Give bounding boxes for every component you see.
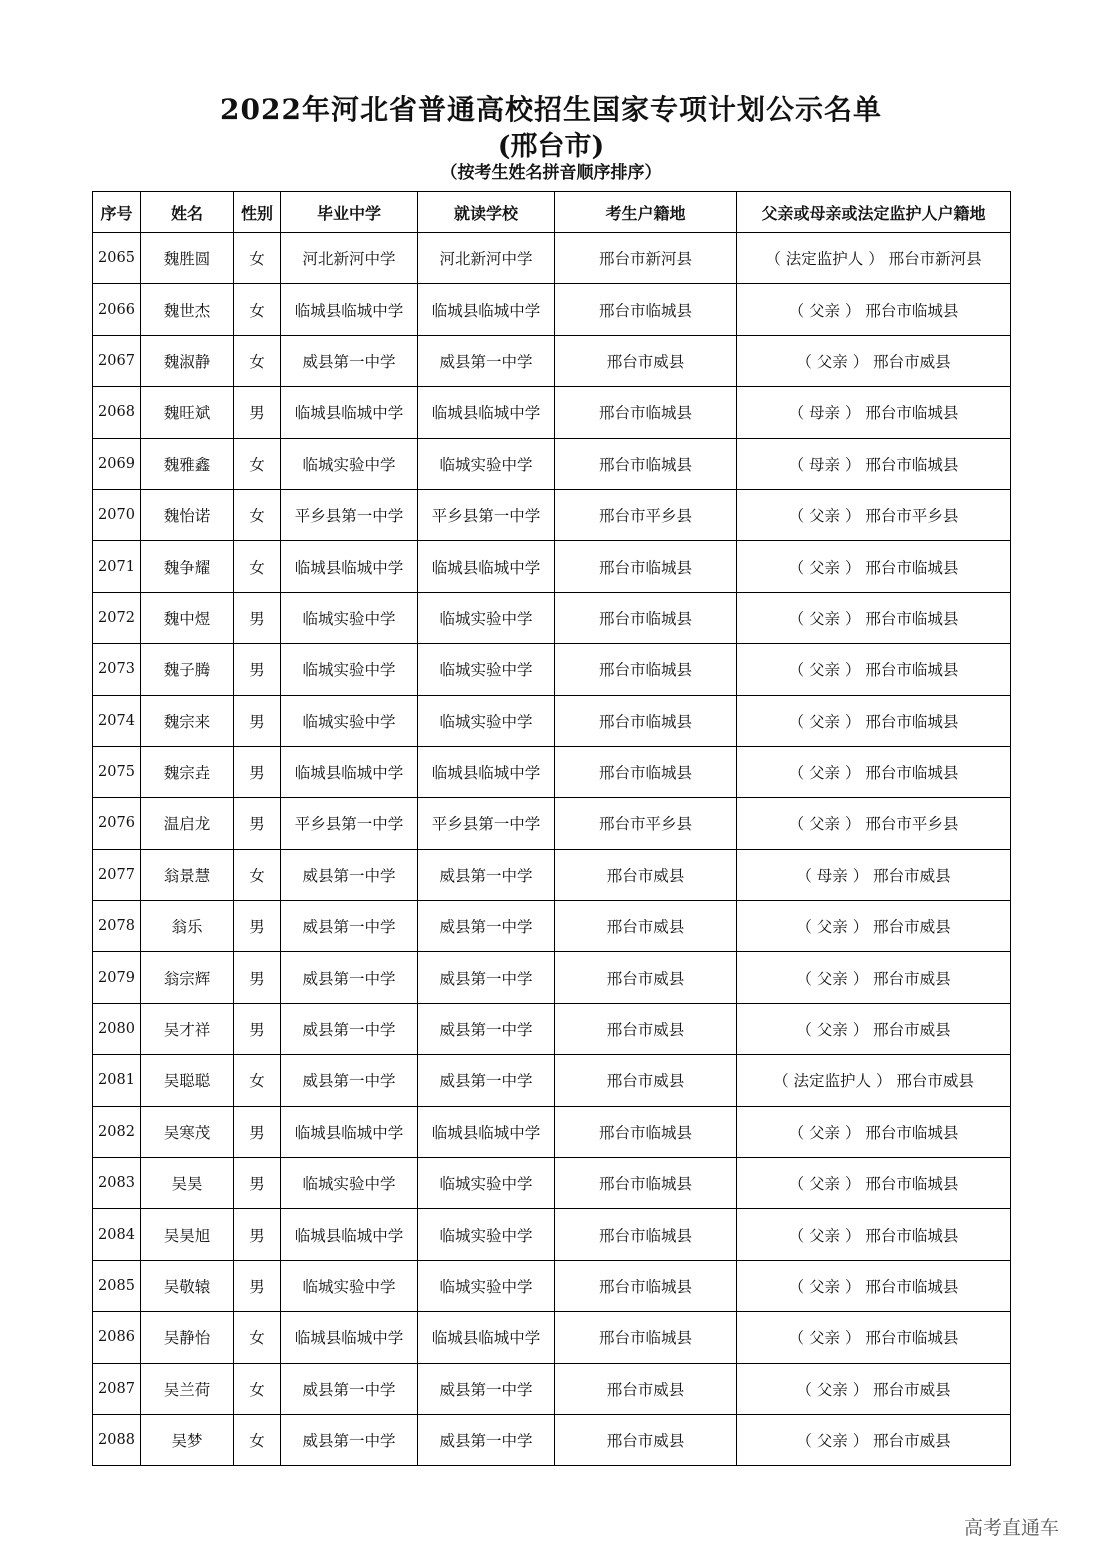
cell-current-school: 威县第一中学 xyxy=(418,901,555,952)
cell-current-school: 临城实验中学 xyxy=(418,1209,555,1260)
cell-guardian-hukou: （ 母亲 ） 邢台市临城县 xyxy=(737,438,1011,489)
cell-current-school: 威县第一中学 xyxy=(418,1055,555,1106)
cell-gender: 女 xyxy=(234,284,281,335)
cell-graduation-school: 威县第一中学 xyxy=(281,901,418,952)
cell-student-hukou: 邢台市临城县 xyxy=(555,541,737,592)
cell-student-hukou: 邢台市临城县 xyxy=(555,1209,737,1260)
cell-graduation-school: 威县第一中学 xyxy=(281,849,418,900)
cell-guardian-hukou: （ 父亲 ） 邢台市威县 xyxy=(737,901,1011,952)
cell-gender: 女 xyxy=(234,541,281,592)
cell-name: 吴静怡 xyxy=(141,1312,234,1363)
cell-current-school: 威县第一中学 xyxy=(418,1363,555,1414)
cell-guardian-hukou: （ 父亲 ） 邢台市临城县 xyxy=(737,746,1011,797)
cell-student-hukou: 邢台市临城县 xyxy=(555,284,737,335)
cell-current-school: 威县第一中学 xyxy=(418,849,555,900)
cell-gender: 男 xyxy=(234,952,281,1003)
cell-guardian-hukou: （ 父亲 ） 邢台市威县 xyxy=(737,335,1011,386)
cell-guardian-hukou: （ 母亲 ） 邢台市威县 xyxy=(737,849,1011,900)
cell-current-school: 临城实验中学 xyxy=(418,592,555,643)
cell-student-hukou: 邢台市平乡县 xyxy=(555,489,737,540)
cell-name: 魏胜圆 xyxy=(141,233,234,284)
watermark: 高考直通车 xyxy=(964,1517,1060,1539)
cell-name: 翁宗辉 xyxy=(141,952,234,1003)
cell-guardian-hukou: （ 父亲 ） 邢台市威县 xyxy=(737,1363,1011,1414)
table-row xyxy=(93,798,1011,849)
cell-current-school: 临城县临城中学 xyxy=(418,387,555,438)
table-row xyxy=(93,438,1011,489)
cell-gender: 男 xyxy=(234,644,281,695)
cell-name: 翁景慧 xyxy=(141,849,234,900)
sort-note: （按考生姓名拼音顺序排序） xyxy=(440,163,662,183)
table-row xyxy=(93,1055,1011,1106)
table-row xyxy=(93,901,1011,952)
cell-current-school: 临城实验中学 xyxy=(418,1158,555,1209)
cell-guardian-hukou: （ 母亲 ） 邢台市临城县 xyxy=(737,387,1011,438)
cell-name: 吴昊旭 xyxy=(141,1209,234,1260)
cell-student-hukou: 邢台市威县 xyxy=(555,1055,737,1106)
table-row xyxy=(93,592,1011,643)
table-body xyxy=(93,233,1011,1466)
cell-seq: 2075 xyxy=(93,746,141,797)
cell-name: 吴昊 xyxy=(141,1158,234,1209)
cell-name: 吴聪聪 xyxy=(141,1055,234,1106)
cell-current-school: 平乡县第一中学 xyxy=(418,489,555,540)
cell-seq: 2082 xyxy=(93,1106,141,1157)
cell-gender: 女 xyxy=(234,438,281,489)
cell-current-school: 临城县临城中学 xyxy=(418,1106,555,1157)
cell-guardian-hukou: （ 父亲 ） 邢台市临城县 xyxy=(737,592,1011,643)
cell-seq: 2081 xyxy=(93,1055,141,1106)
cell-name: 魏宗垚 xyxy=(141,746,234,797)
cell-graduation-school: 威县第一中学 xyxy=(281,1363,418,1414)
table-row xyxy=(93,644,1011,695)
table-row xyxy=(93,335,1011,386)
cell-seq: 2087 xyxy=(93,1363,141,1414)
cell-gender: 女 xyxy=(234,1312,281,1363)
cell-graduation-school: 临城县临城中学 xyxy=(281,284,418,335)
cell-gender: 女 xyxy=(234,849,281,900)
cell-seq: 2068 xyxy=(93,387,141,438)
table-row xyxy=(93,695,1011,746)
cell-gender: 女 xyxy=(234,335,281,386)
cell-name: 魏中煜 xyxy=(141,592,234,643)
cell-graduation-school: 临城实验中学 xyxy=(281,695,418,746)
cell-guardian-hukou: （ 法定监护人 ） 邢台市新河县 xyxy=(737,233,1011,284)
table-row xyxy=(93,541,1011,592)
cell-student-hukou: 邢台市威县 xyxy=(555,952,737,1003)
cell-current-school: 临城县临城中学 xyxy=(418,1312,555,1363)
cell-graduation-school: 临城县临城中学 xyxy=(281,541,418,592)
cell-current-school: 河北新河中学 xyxy=(418,233,555,284)
table-row xyxy=(93,952,1011,1003)
cell-name: 温启龙 xyxy=(141,798,234,849)
cell-guardian-hukou: （ 父亲 ） 邢台市临城县 xyxy=(737,644,1011,695)
cell-current-school: 临城县临城中学 xyxy=(418,746,555,797)
cell-guardian-hukou: （ 父亲 ） 邢台市威县 xyxy=(737,1414,1011,1465)
cell-gender: 女 xyxy=(234,1055,281,1106)
cell-guardian-hukou: （ 父亲 ） 邢台市临城县 xyxy=(737,1260,1011,1311)
cell-graduation-school: 平乡县第一中学 xyxy=(281,489,418,540)
cell-seq: 2083 xyxy=(93,1158,141,1209)
header-gender: 性别 xyxy=(234,192,281,233)
cell-guardian-hukou: （ 父亲 ） 邢台市临城县 xyxy=(737,1106,1011,1157)
cell-gender: 男 xyxy=(234,695,281,746)
cell-graduation-school: 威县第一中学 xyxy=(281,1003,418,1054)
cell-graduation-school: 临城县临城中学 xyxy=(281,1106,418,1157)
cell-current-school: 威县第一中学 xyxy=(418,1003,555,1054)
cell-guardian-hukou: （ 父亲 ） 邢台市威县 xyxy=(737,952,1011,1003)
header-seq: 序号 xyxy=(93,192,141,233)
cell-current-school: 威县第一中学 xyxy=(418,952,555,1003)
cell-guardian-hukou: （ 父亲 ） 邢台市平乡县 xyxy=(737,798,1011,849)
cell-seq: 2088 xyxy=(93,1414,141,1465)
cell-guardian-hukou: （ 法定监护人 ） 邢台市威县 xyxy=(737,1055,1011,1106)
cell-gender: 男 xyxy=(234,387,281,438)
table-row xyxy=(93,1106,1011,1157)
cell-current-school: 威县第一中学 xyxy=(418,335,555,386)
cell-gender: 男 xyxy=(234,1106,281,1157)
cell-name: 魏淑静 xyxy=(141,335,234,386)
header-name: 姓名 xyxy=(141,192,234,233)
cell-seq: 2065 xyxy=(93,233,141,284)
cell-guardian-hukou: （ 父亲 ） 邢台市临城县 xyxy=(737,1312,1011,1363)
cell-seq: 2067 xyxy=(93,335,141,386)
cell-seq: 2085 xyxy=(93,1260,141,1311)
cell-current-school: 临城实验中学 xyxy=(418,438,555,489)
header-current-school: 就读学校 xyxy=(418,192,555,233)
cell-seq: 2086 xyxy=(93,1312,141,1363)
cell-graduation-school: 临城县临城中学 xyxy=(281,746,418,797)
cell-student-hukou: 邢台市临城县 xyxy=(555,695,737,746)
table-row xyxy=(93,233,1011,284)
cell-gender: 女 xyxy=(234,489,281,540)
table-row xyxy=(93,387,1011,438)
cell-gender: 女 xyxy=(234,1414,281,1465)
cell-student-hukou: 邢台市威县 xyxy=(555,335,737,386)
cell-guardian-hukou: （ 父亲 ） 邢台市威县 xyxy=(737,1003,1011,1054)
table-row xyxy=(93,489,1011,540)
cell-gender: 男 xyxy=(234,798,281,849)
table-row xyxy=(93,1158,1011,1209)
table-row xyxy=(93,849,1011,900)
cell-guardian-hukou: （ 父亲 ） 邢台市临城县 xyxy=(737,1209,1011,1260)
table-row xyxy=(93,1312,1011,1363)
cell-current-school: 临城实验中学 xyxy=(418,695,555,746)
cell-guardian-hukou: （ 父亲 ） 邢台市临城县 xyxy=(737,1158,1011,1209)
cell-gender: 男 xyxy=(234,746,281,797)
table-row xyxy=(93,1363,1011,1414)
cell-current-school: 临城实验中学 xyxy=(418,644,555,695)
cell-seq: 2084 xyxy=(93,1209,141,1260)
cell-graduation-school: 临城实验中学 xyxy=(281,1158,418,1209)
table-row xyxy=(93,1260,1011,1311)
cell-current-school: 威县第一中学 xyxy=(418,1414,555,1465)
cell-name: 翁乐 xyxy=(141,901,234,952)
cell-graduation-school: 威县第一中学 xyxy=(281,1414,418,1465)
cell-student-hukou: 邢台市临城县 xyxy=(555,644,737,695)
cell-name: 魏世杰 xyxy=(141,284,234,335)
table-row xyxy=(93,1003,1011,1054)
cell-student-hukou: 邢台市临城县 xyxy=(555,1312,737,1363)
cell-guardian-hukou: （ 父亲 ） 邢台市平乡县 xyxy=(737,489,1011,540)
cell-graduation-school: 临城实验中学 xyxy=(281,438,418,489)
cell-graduation-school: 河北新河中学 xyxy=(281,233,418,284)
cell-student-hukou: 邢台市威县 xyxy=(555,849,737,900)
cell-graduation-school: 临城县临城中学 xyxy=(281,1209,418,1260)
cell-gender: 女 xyxy=(234,233,281,284)
student-list-table xyxy=(92,191,1011,1466)
cell-seq: 2077 xyxy=(93,849,141,900)
cell-student-hukou: 邢台市平乡县 xyxy=(555,798,737,849)
cell-graduation-school: 临城实验中学 xyxy=(281,1260,418,1311)
cell-name: 魏子腾 xyxy=(141,644,234,695)
cell-name: 魏争耀 xyxy=(141,541,234,592)
cell-seq: 2070 xyxy=(93,489,141,540)
cell-student-hukou: 邢台市临城县 xyxy=(555,1106,737,1157)
cell-seq: 2073 xyxy=(93,644,141,695)
cell-name: 魏旺斌 xyxy=(141,387,234,438)
cell-gender: 女 xyxy=(234,1363,281,1414)
cell-student-hukou: 邢台市临城县 xyxy=(555,438,737,489)
cell-student-hukou: 邢台市新河县 xyxy=(555,233,737,284)
cell-seq: 2076 xyxy=(93,798,141,849)
header-graduation-school: 毕业中学 xyxy=(281,192,418,233)
cell-guardian-hukou: （ 父亲 ） 邢台市临城县 xyxy=(737,284,1011,335)
cell-name: 魏怡诺 xyxy=(141,489,234,540)
cell-name: 吴才祥 xyxy=(141,1003,234,1054)
cell-name: 吴兰荷 xyxy=(141,1363,234,1414)
cell-student-hukou: 邢台市临城县 xyxy=(555,592,737,643)
cell-current-school: 临城县临城中学 xyxy=(418,284,555,335)
cell-seq: 2079 xyxy=(93,952,141,1003)
table-header-row xyxy=(93,192,1011,233)
cell-name: 吴寒茂 xyxy=(141,1106,234,1157)
cell-student-hukou: 邢台市临城县 xyxy=(555,387,737,438)
cell-graduation-school: 临城县临城中学 xyxy=(281,1312,418,1363)
cell-seq: 2072 xyxy=(93,592,141,643)
header-guardian-hukou: 父亲或母亲或法定监护人户籍地 xyxy=(737,192,1011,233)
cell-seq: 2066 xyxy=(93,284,141,335)
cell-gender: 男 xyxy=(234,1003,281,1054)
cell-student-hukou: 邢台市威县 xyxy=(555,1363,737,1414)
cell-graduation-school: 临城县临城中学 xyxy=(281,387,418,438)
cell-current-school: 临城实验中学 xyxy=(418,1260,555,1311)
header-student-hukou: 考生户籍地 xyxy=(555,192,737,233)
cell-seq: 2069 xyxy=(93,438,141,489)
cell-guardian-hukou: （ 父亲 ） 邢台市临城县 xyxy=(737,541,1011,592)
cell-guardian-hukou: （ 父亲 ） 邢台市临城县 xyxy=(737,695,1011,746)
cell-seq: 2078 xyxy=(93,901,141,952)
cell-student-hukou: 邢台市威县 xyxy=(555,1414,737,1465)
table-row xyxy=(93,284,1011,335)
cell-student-hukou: 邢台市临城县 xyxy=(555,746,737,797)
table-row xyxy=(93,746,1011,797)
cell-gender: 男 xyxy=(234,901,281,952)
cell-student-hukou: 邢台市临城县 xyxy=(555,1158,737,1209)
cell-gender: 男 xyxy=(234,1209,281,1260)
cell-gender: 男 xyxy=(234,592,281,643)
cell-name: 吴敬辕 xyxy=(141,1260,234,1311)
cell-name: 吴梦 xyxy=(141,1414,234,1465)
cell-name: 魏雅鑫 xyxy=(141,438,234,489)
document-subtitle: (邢台市) xyxy=(497,131,605,162)
cell-name: 魏宗来 xyxy=(141,695,234,746)
cell-student-hukou: 邢台市临城县 xyxy=(555,1260,737,1311)
cell-seq: 2071 xyxy=(93,541,141,592)
document-title: 2022年河北省普通高校招生国家专项计划公示名单 xyxy=(220,93,882,126)
cell-student-hukou: 邢台市威县 xyxy=(555,901,737,952)
cell-graduation-school: 威县第一中学 xyxy=(281,952,418,1003)
cell-seq: 2074 xyxy=(93,695,141,746)
cell-current-school: 临城县临城中学 xyxy=(418,541,555,592)
cell-current-school: 平乡县第一中学 xyxy=(418,798,555,849)
cell-gender: 男 xyxy=(234,1158,281,1209)
cell-graduation-school: 威县第一中学 xyxy=(281,1055,418,1106)
table-row xyxy=(93,1414,1011,1465)
cell-graduation-school: 威县第一中学 xyxy=(281,335,418,386)
cell-graduation-school: 临城实验中学 xyxy=(281,592,418,643)
table-row xyxy=(93,1209,1011,1260)
cell-student-hukou: 邢台市威县 xyxy=(555,1003,737,1054)
cell-graduation-school: 临城实验中学 xyxy=(281,644,418,695)
cell-seq: 2080 xyxy=(93,1003,141,1054)
cell-gender: 男 xyxy=(234,1260,281,1311)
cell-graduation-school: 平乡县第一中学 xyxy=(281,798,418,849)
